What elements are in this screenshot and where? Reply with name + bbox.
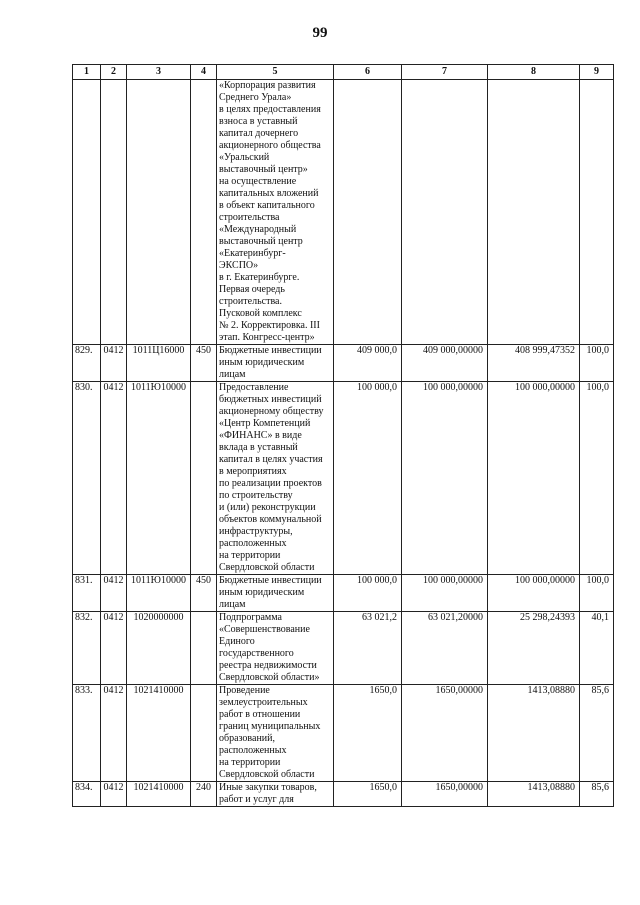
amount-planned: 63 021,20000 [402,612,488,685]
section-code: 0412 [101,382,127,575]
column-header: 9 [580,65,614,80]
amount-executed: 100 000,00000 [488,575,580,612]
amount-planned: 409 000,00000 [402,345,488,382]
percent-executed [580,80,614,345]
amount-planned: 100 000,00000 [402,382,488,575]
amount-planned: 100 000,00000 [402,575,488,612]
amount-planned: 1650,00000 [402,685,488,782]
column-header: 2 [101,65,127,80]
amount-planned [402,80,488,345]
amount-approved: 1650,0 [334,685,402,782]
amount-approved: 100 000,0 [334,575,402,612]
item-description: Подпрограмма «Совершенствование Единого государственного реестра недвижимости Свердловской области» [217,612,334,685]
column-header: 3 [127,65,191,80]
row-number: 834. [73,782,101,807]
expense-type [191,685,217,782]
target-code: 1011Ю10000 [127,575,191,612]
amount-executed [488,80,580,345]
amount-approved: 1650,0 [334,782,402,807]
row-number: 833. [73,685,101,782]
target-code [127,80,191,345]
row-number: 830. [73,382,101,575]
section-code [101,80,127,345]
item-description: Бюджетные инвестиции иным юридическим лицам [217,345,334,382]
target-code: 1020000000 [127,612,191,685]
amount-planned: 1650,00000 [402,782,488,807]
budget-table [72,64,614,807]
expense-type [191,612,217,685]
expense-type [191,382,217,575]
target-code: 1011Ц16000 [127,345,191,382]
amount-approved: 63 021,2 [334,612,402,685]
section-code: 0412 [101,782,127,807]
column-header: 5 [217,65,334,80]
target-code: 1011Ю10000 [127,382,191,575]
amount-approved [334,80,402,345]
table-row [73,782,614,807]
target-code: 1021410000 [127,685,191,782]
expense-type: 450 [191,575,217,612]
column-header: 8 [488,65,580,80]
item-description: Иные закупки товаров, работ и услуг для [217,782,334,807]
table-row [73,575,614,612]
amount-executed: 25 298,24393 [488,612,580,685]
table-row [73,612,614,685]
header-row [73,65,614,80]
table-row [73,685,614,782]
percent-executed: 40,1 [580,612,614,685]
amount-executed: 100 000,00000 [488,382,580,575]
percent-executed: 85,6 [580,685,614,782]
page-number: 99 [312,25,328,41]
percent-executed: 100,0 [580,345,614,382]
percent-executed: 100,0 [580,575,614,612]
table-row [73,80,614,345]
item-description: Проведение землеустроительных работ в отношении границ муниципальных образований, расположенных на территории Свердловской области [217,685,334,782]
table-row [73,345,614,382]
column-header: 1 [73,65,101,80]
section-code: 0412 [101,575,127,612]
expense-type: 240 [191,782,217,807]
amount-executed: 1413,08880 [488,685,580,782]
amount-executed: 408 999,47352 [488,345,580,382]
amount-approved: 409 000,0 [334,345,402,382]
section-code: 0412 [101,685,127,782]
expense-type [191,80,217,345]
column-header: 4 [191,65,217,80]
expense-type: 450 [191,345,217,382]
row-number [73,80,101,345]
percent-executed: 85,6 [580,782,614,807]
row-number: 831. [73,575,101,612]
target-code: 1021410000 [127,782,191,807]
column-header: 7 [402,65,488,80]
amount-executed: 1413,08880 [488,782,580,807]
item-description: Бюджетные инвестиции иным юридическим лицам [217,575,334,612]
column-header: 6 [334,65,402,80]
section-code: 0412 [101,345,127,382]
percent-executed: 100,0 [580,382,614,575]
row-number: 829. [73,345,101,382]
item-description: «Корпорация развития Среднего Урала» в целях предоставления взноса в уставный капитал дочернего акционерного общества «Уральский выставочный центр» на осуществление капитальных вложений в объект капитального строительства «Международный выставочный центр «Екатеринбург- ЭКСПО» в г. Екатеринбурге. Первая очередь строительства. Пусковой комплекс № 2. Корректировка. III этап. Конгресс-центр» [217,80,334,345]
section-code: 0412 [101,612,127,685]
item-description: Предоставление бюджетных инвестиций акционерному обществу «Центр Компетенций «ФИНАНС» в виде вклада в уставный капитал в целях участия в мероприятиях по реализации проектов по строительству и (или) реконструкции объектов коммунальной инфраструктуры, расположенных на территории Свердловской области [217,382,334,575]
row-number: 832. [73,612,101,685]
amount-approved: 100 000,0 [334,382,402,575]
table-row [73,382,614,575]
